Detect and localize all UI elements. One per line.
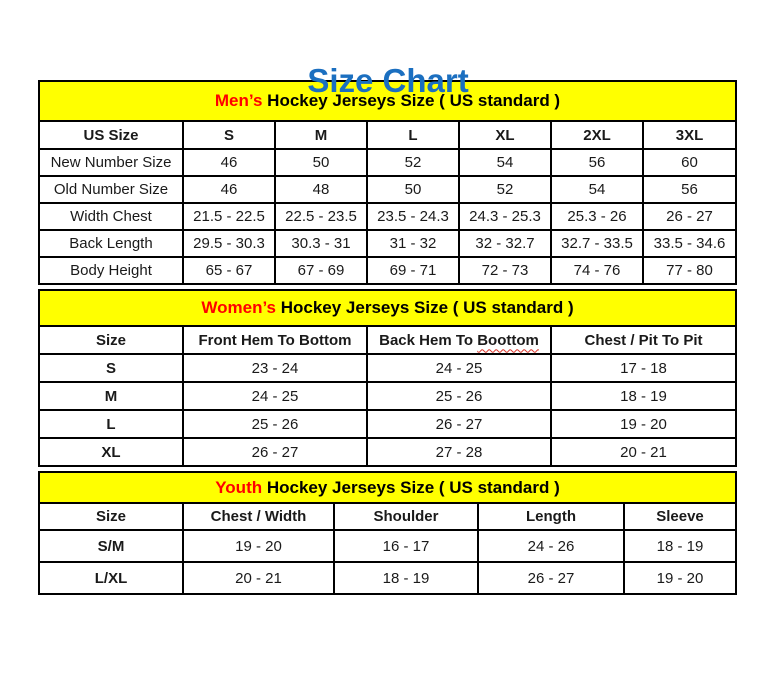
mens-data-cell: 67 - 69 [275,257,367,284]
mens-data-cell: 31 - 32 [367,230,459,257]
mens-column-header: US Size [39,121,183,149]
womens-row-label: S [39,354,183,382]
mens-data-cell: 50 [275,149,367,176]
womens-data-row [39,382,736,410]
mens-data-cell: 32 - 32.7 [459,230,551,257]
mens-column-header: 2XL [551,121,643,149]
page-title: Size Chart [307,62,469,99]
mens-size-table [38,80,737,285]
misspelled-word: Boottom [477,331,539,349]
mens-data-cell: 52 [367,149,459,176]
mens-data-cell: 56 [551,149,643,176]
womens-data-cell: 25 - 26 [367,382,551,410]
mens-data-cell: 21.5 - 22.5 [183,203,275,230]
youth-title-band-cell [39,472,736,503]
mens-row-label: Back Length [39,230,183,257]
mens-band-accent-text: Men’s [214,91,263,110]
womens-data-cell: 18 - 19 [551,382,736,410]
mens-data-cell: 46 [183,176,275,203]
youth-data-row [39,530,736,562]
mens-data-cell: 30.3 - 31 [275,230,367,257]
youth-title-band-row [39,472,736,503]
mens-data-cell: 77 - 80 [643,257,736,284]
mens-row-label: New Number Size [39,149,183,176]
mens-data-row [39,203,736,230]
youth-data-cell: 16 - 17 [334,530,478,562]
womens-column-header: Size [39,326,183,354]
mens-data-cell: 24.3 - 25.3 [459,203,551,230]
womens-data-cell: 17 - 18 [551,354,736,382]
mens-data-cell: 65 - 67 [183,257,275,284]
tables-container [38,80,736,595]
mens-data-row [39,176,736,203]
womens-data-cell: 26 - 27 [367,410,551,438]
womens-band-title-text: Hockey Jerseys Size ( US standard ) [280,298,574,317]
womens-row-label: XL [39,438,183,466]
youth-column-header: Length [478,503,624,530]
mens-data-cell: 52 [459,176,551,203]
youth-band-accent-text: Youth [215,477,263,497]
youth-column-header: Chest / Width [183,503,334,530]
womens-data-cell: 20 - 21 [551,438,736,466]
womens-data-row [39,438,736,466]
mens-row-label: Body Height [39,257,183,284]
womens-data-cell: 19 - 20 [551,410,736,438]
mens-data-cell: 46 [183,149,275,176]
womens-data-cell: 26 - 27 [183,438,367,466]
womens-data-cell: 24 - 25 [183,382,367,410]
mens-data-cell: 25.3 - 26 [551,203,643,230]
mens-column-header: XL [459,121,551,149]
youth-column-header: Size [39,503,183,530]
womens-column-header: Back Hem To Boottom [367,326,551,354]
mens-data-cell: 69 - 71 [367,257,459,284]
mens-data-row [39,257,736,284]
womens-data-cell: 24 - 25 [367,354,551,382]
mens-column-header: S [183,121,275,149]
youth-data-cell: 19 - 20 [624,562,736,594]
womens-data-row [39,410,736,438]
mens-column-header: L [367,121,459,149]
youth-band-title-text: Hockey Jerseys Size ( US standard ) [266,477,560,497]
womens-data-row [39,354,736,382]
womens-header-row [39,326,736,354]
womens-data-cell: 25 - 26 [183,410,367,438]
womens-column-header: Front Hem To Bottom [183,326,367,354]
youth-data-cell: 19 - 20 [183,530,334,562]
mens-band-title-text: Hockey Jerseys Size ( US standard ) [267,91,561,110]
youth-data-cell: 20 - 21 [183,562,334,594]
womens-band-accent-text: Women’s [201,298,276,317]
mens-data-cell: 50 [367,176,459,203]
womens-data-cell: 23 - 24 [183,354,367,382]
womens-column-header: Chest / Pit To Pit [551,326,736,354]
youth-column-header: Sleeve [624,503,736,530]
mens-data-cell: 32.7 - 33.5 [551,230,643,257]
womens-title-band-cell [39,290,736,326]
womens-size-table [38,289,737,467]
mens-row-label: Old Number Size [39,176,183,203]
mens-data-cell: 29.5 - 30.3 [183,230,275,257]
mens-data-cell: 74 - 76 [551,257,643,284]
mens-data-cell: 23.5 - 24.3 [367,203,459,230]
mens-column-header: M [275,121,367,149]
youth-data-cell: 18 - 19 [624,530,736,562]
mens-data-cell: 33.5 - 34.6 [643,230,736,257]
mens-data-cell: 72 - 73 [459,257,551,284]
youth-header-row [39,503,736,530]
youth-size-table [38,471,737,595]
mens-data-cell: 54 [459,149,551,176]
youth-column-header: Shoulder [334,503,478,530]
womens-title-band-row [39,290,736,326]
mens-row-label: Width Chest [39,203,183,230]
mens-data-cell: 22.5 - 23.5 [275,203,367,230]
youth-data-cell: 26 - 27 [478,562,624,594]
mens-data-cell: 60 [643,149,736,176]
youth-row-label: S/M [39,530,183,562]
mens-header-row [39,121,736,149]
mens-data-row [39,230,736,257]
mens-data-cell: 26 - 27 [643,203,736,230]
mens-column-header: 3XL [643,121,736,149]
womens-data-cell: 27 - 28 [367,438,551,466]
youth-data-row [39,562,736,594]
mens-data-cell: 48 [275,176,367,203]
youth-data-cell: 24 - 26 [478,530,624,562]
youth-row-label: L/XL [39,562,183,594]
youth-data-cell: 18 - 19 [334,562,478,594]
mens-data-cell: 54 [551,176,643,203]
womens-row-label: L [39,410,183,438]
womens-row-label: M [39,382,183,410]
mens-data-row [39,149,736,176]
mens-data-cell: 56 [643,176,736,203]
